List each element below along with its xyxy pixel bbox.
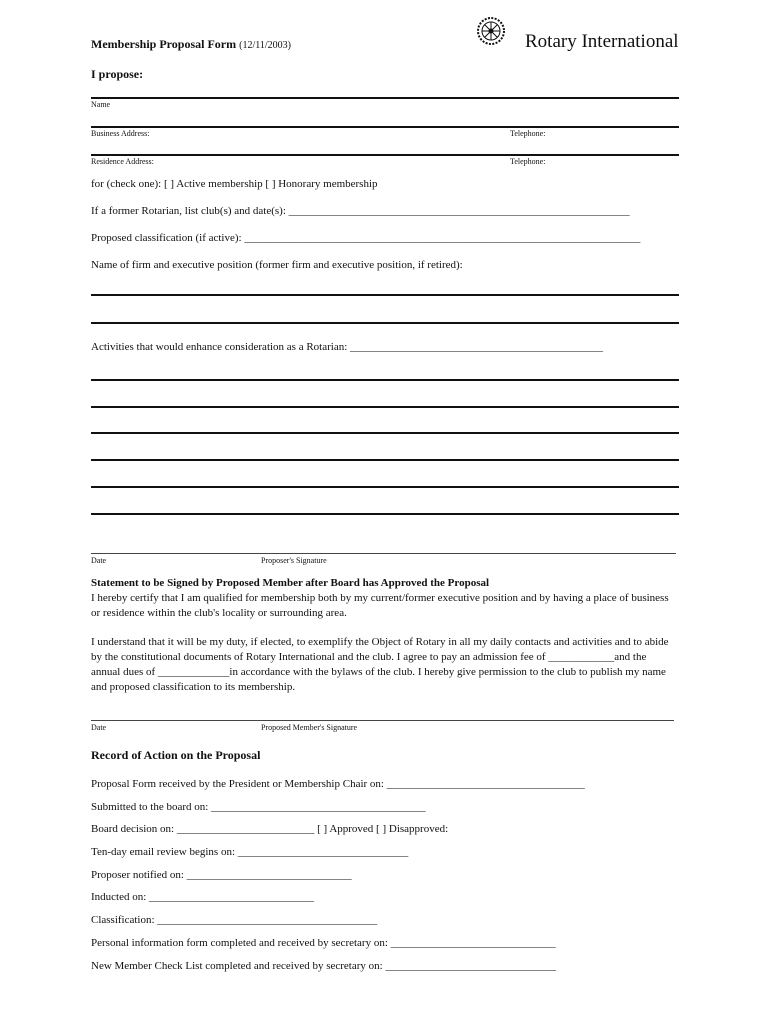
member-signature-label: Proposed Member's Signature (261, 723, 358, 732)
activities-field[interactable]: Activities that would enhance consideration as a Rotarian: ______________________________________________ (91, 341, 604, 353)
former-rotarian-field[interactable]: If a former Rotarian, list club(s) and date(s): ______________________________________________________________ (91, 205, 630, 217)
org-name: Rotary International (525, 31, 679, 52)
business-address-label: Business Address: (91, 129, 150, 138)
firm-position-label: Name of firm and executive position (former firm and executive position, if retired): (91, 259, 463, 271)
record-inducted-field[interactable]: Inducted on: ______________________________ (91, 891, 315, 903)
record-heading: Record of Action on the Proposal (91, 748, 261, 762)
propose-heading: I propose: (91, 67, 144, 81)
residence-telephone-label: Telephone: (510, 157, 546, 166)
activities-line-5[interactable] (91, 486, 679, 488)
record-submitted-field[interactable]: Submitted to the board on: _______________________________________ (91, 801, 426, 813)
business-address-line[interactable] (91, 126, 679, 128)
proposer-signature-line[interactable] (91, 553, 676, 554)
activities-line-4[interactable] (91, 459, 679, 461)
activities-line-6[interactable] (91, 513, 679, 515)
statement-heading: Statement to be Signed by Proposed Member after Board has Approved the Proposal (91, 577, 490, 589)
record-received-field[interactable]: Proposal Form received by the President or Membership Chair on: ____________________________________ (91, 778, 585, 790)
residence-address-label: Residence Address: (91, 157, 154, 166)
rotary-wheel-icon (476, 16, 506, 46)
firm-line-1[interactable] (91, 294, 679, 296)
statement-paragraph-2: I understand that it will be my duty, if elected, to exemplify the Object of Rotary in all my daily contacts and activities and to abide by the constitutional documents of Rotary International and the club. I agree to pay an admission fee of ____________and the annual dues of _____________in accordance with the bylaws of the club. I hereby give permission to the club to publish my name and proposed classification to its membership. (91, 636, 669, 693)
member-signature-line[interactable] (91, 720, 674, 721)
record-info-form-field[interactable]: Personal information form completed and received by secretary on: ______________________________ (91, 937, 556, 949)
form-title-text: Membership Proposal Form (91, 37, 237, 51)
record-proposer-notified-field[interactable]: Proposer notified on: ______________________________ (91, 869, 352, 881)
record-email-review-field[interactable]: Ten-day email review begins on: _______________________________ (91, 846, 409, 858)
activities-line-1[interactable] (91, 379, 679, 381)
form-date: (12/11/2003) (239, 40, 291, 51)
statement-paragraph-1: I hereby certify that I am qualified for membership both by my current/former executive position and by having a place of business or residence within the club's locality or surrounding area. (91, 592, 669, 619)
record-classification-field[interactable]: Classification: ________________________________________ (91, 914, 378, 926)
business-telephone-label: Telephone: (510, 129, 546, 138)
activities-line-3[interactable] (91, 432, 679, 434)
firm-line-2[interactable] (91, 322, 679, 324)
form-title (91, 37, 291, 52)
record-checklist-field[interactable]: New Member Check List completed and received by secretary on: _______________________________ (91, 960, 556, 972)
activities-line-2[interactable] (91, 406, 679, 408)
name-line[interactable] (91, 97, 679, 99)
classification-field[interactable]: Proposed classification (if active): ________________________________________________________________________ (91, 232, 641, 244)
record-board-decision-field[interactable]: Board decision on: _________________________ [ ] Approved [ ] Disapproved: (91, 823, 449, 835)
residence-address-line[interactable] (91, 154, 679, 156)
proposer-date-label: Date (91, 556, 107, 565)
name-label: Name (91, 100, 111, 109)
membership-type-checks[interactable]: for (check one): [ ] Active membership [ ] Honorary membership (91, 178, 378, 190)
proposer-signature-label: Proposer's Signature (261, 556, 327, 565)
member-date-label: Date (91, 723, 107, 732)
